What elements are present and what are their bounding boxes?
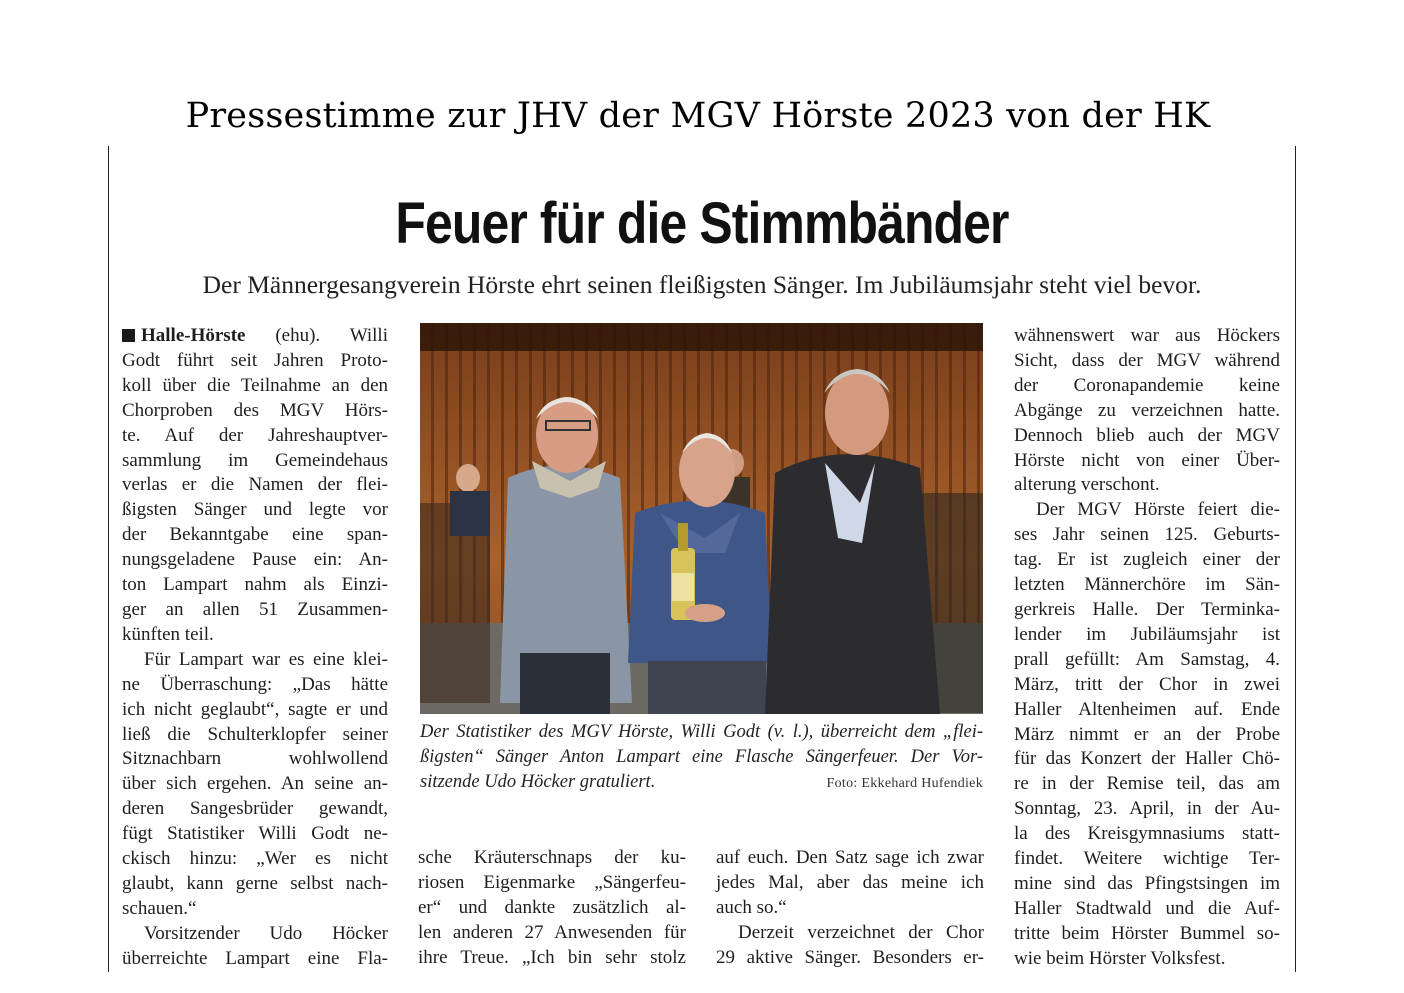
text-line: Der MGV Hörste feiert die- <box>1036 499 1280 521</box>
caption-line: Der Statistiker des MGV Hörste, Willi Godt (v. l.), überreicht dem „flei- <box>420 722 983 742</box>
dateline: Halle-Hörste <box>141 325 246 346</box>
text-line: Abgänge zu verzeichnen hatte. <box>1014 399 1280 421</box>
text-line: Hörste nicht von einer Über- <box>1014 449 1280 471</box>
text-line: deren Sangesbrüder gewandt, <box>122 798 388 820</box>
text-line: Vorsitzender Udo Höcker <box>144 922 388 944</box>
text-line: la des Kreisgymnasiums statt- <box>1014 823 1280 845</box>
text-line: Sitznachbarn wohlwollend <box>122 748 388 770</box>
column-1-first-line-text: (ehu). Willi <box>245 325 388 346</box>
text-line: für das Konzert der Haller Chö- <box>1014 748 1280 770</box>
text-line: re in der Remise teil, das am <box>1014 773 1280 795</box>
text-line: len anderen 27 Anwesenden für <box>418 921 686 943</box>
article-column-4 <box>716 846 984 971</box>
text-line: te. Auf der Jahreshauptver- <box>122 424 388 446</box>
text-line: ckisch hinzu: „Wer es nicht <box>122 848 388 870</box>
column-1-first-line <box>122 324 388 349</box>
text-line: ßigsten Sänger und legte vor <box>122 499 388 521</box>
text-line: auch so.“ <box>716 896 787 918</box>
text-line: wähnenswert war aus Höckers <box>1014 325 1280 346</box>
text-line: Haller Altenheimen auf. Ende <box>1014 698 1280 720</box>
text-line: riosen Eigenmarke „Sängerfeu- <box>418 871 686 893</box>
text-line: prall gefüllt: Am Samstag, 4. <box>1014 648 1280 670</box>
caption-line: ßigsten“ Sänger Anton Lampart eine Flasche Sängerfeuer. Der Vor- <box>420 747 983 767</box>
text-line: gerkreis Halle. Der Terminka- <box>1014 598 1280 620</box>
text-line: letzten Männerchöre im Sän- <box>1014 574 1280 596</box>
text-line: ne Überraschung: „Das hätte <box>122 673 388 695</box>
text-line: koll über die Teilnahme an den <box>122 374 388 396</box>
text-line: ger an allen 51 Zusammen- <box>122 598 388 620</box>
text-line: lender im Jubiläumsjahr ist <box>1014 623 1280 645</box>
article-photo <box>420 323 983 714</box>
text-line: verlas er die Namen der flei- <box>122 474 388 496</box>
text-line: sche Kräuterschnaps der ku- <box>418 847 686 868</box>
text-line: ich nicht geglaubt“, sagte er und <box>122 698 388 720</box>
text-line: nungsgeladene Pause ein: An- <box>122 549 388 571</box>
text-line: er“ und dankte zusätzlich al- <box>418 896 686 918</box>
article-headline: Feuer für die Stimmbänder <box>395 191 1009 256</box>
text-line: alterung verschont. <box>1014 474 1160 496</box>
text-line: Haller Stadtwald und die Auf- <box>1014 897 1280 919</box>
text-line: findet. Weitere wichtige Ter- <box>1014 848 1280 870</box>
text-line: jedes Mal, aber das meine ich <box>716 871 984 893</box>
article-column-5 <box>1014 324 1280 972</box>
text-line: fügt Statistiker Willi Godt ne- <box>122 823 388 845</box>
text-line: ließ die Schulterklopfer seiner <box>122 723 388 745</box>
caption-line: sitzende Udo Höcker gratuliert. <box>420 772 656 792</box>
text-line: Sicht, dass der MGV während <box>1014 349 1280 371</box>
text-line: überreichte Lampart eine Fla- <box>122 947 388 969</box>
text-line: ton Lampart nahm als Einzi- <box>122 574 388 596</box>
text-line: über sich ergehen. An seine an- <box>122 773 388 795</box>
text-line: März, tritt der Chor in zwei <box>1014 673 1280 695</box>
text-line: Godt führt seit Jahren Proto- <box>122 349 388 371</box>
dateline-square-icon <box>122 329 135 342</box>
text-line: wie beim Hörster Volksfest. <box>1014 947 1226 969</box>
text-line: tritte beim Hörster Bummel so- <box>1014 922 1280 944</box>
text-line: Für Lampart war es eine klei- <box>144 648 388 670</box>
text-line: künften teil. <box>122 623 214 645</box>
text-line: März nimmt er an der Probe <box>1014 723 1280 745</box>
text-line: Sonntag, 23. April, in der Au- <box>1014 798 1280 820</box>
page-banner-title: Pressestimme zur JHV der MGV Hörste 2023 von der HK <box>185 96 1211 136</box>
text-line: Chorproben des MGV Hörs- <box>122 399 388 421</box>
text-line: schauen.“ <box>122 897 197 919</box>
photo-three-men-with-bottle <box>420 323 983 714</box>
text-line: Dennoch blieb auch der MGV <box>1014 424 1280 446</box>
text-line: ihre Treue. „Ich bin sehr stolz <box>418 946 686 968</box>
article-column-1 <box>122 324 388 972</box>
text-line: 29 aktive Sänger. Besonders er- <box>716 946 984 968</box>
text-line: der Coronapandemie keine <box>1014 374 1280 396</box>
text-line: auf euch. Den Satz sage ich zwar <box>716 847 984 868</box>
text-line: glaubt, kann gerne selbst nach- <box>122 872 388 894</box>
text-line: mine sind das Pfingstsingen im <box>1014 872 1280 894</box>
photo-credit: Foto: Ekkehard Hufendiek <box>826 776 983 791</box>
text-line: ses Jahr seinen 125. Geburts- <box>1014 524 1280 546</box>
article-subheadline: Der Männergesangverein Hörste ehrt seinen fleißigsten Sänger. Im Jubiläumsjahr steht viel bevor. <box>202 270 1202 299</box>
text-line: Derzeit verzeichnet der Chor <box>738 921 984 943</box>
article-column-3 <box>418 846 686 971</box>
text-line: sammlung im Gemeindehaus <box>122 449 388 471</box>
text-line: der Bekanntgabe eine span- <box>122 524 388 546</box>
text-line: tag. Er ist zugleich einer der <box>1014 549 1280 571</box>
